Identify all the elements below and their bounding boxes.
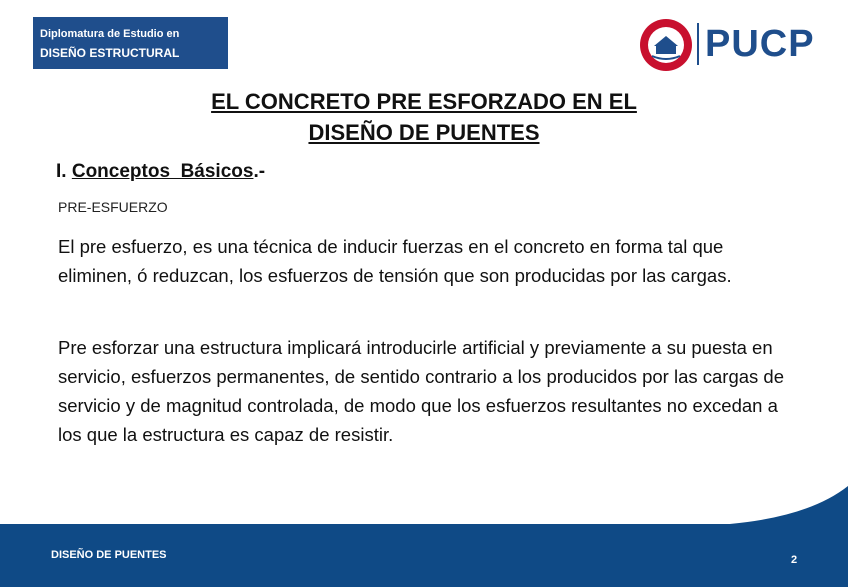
footer-bar — [0, 524, 848, 587]
section-title: Conceptos Básicos — [71, 161, 254, 182]
footer-text: DISEÑO DE PUENTES — [51, 549, 167, 561]
page-number: 2 — [791, 554, 798, 566]
paragraph-explanation: Pre esforzar una estructura implicará introducirle artificial y previamente a su puesta en servicio, esfuerzos permanentes, de sentido contrario a los producidos por las cargas de servicio y de magnitud controlada, de modo que los esfuerzos resultantes no excedan a los que la estructura es capaz de resistir. — [58, 337, 784, 445]
footer-curve-decoration — [0, 478, 848, 526]
title-line1: EL CONCRETO PRE ESFORZADO EN EL — [211, 89, 637, 114]
badge-line1: Diplomatura de Estudio en — [40, 28, 180, 40]
concept-label: PRE-ESFUERZO — [58, 199, 168, 215]
section-suffix: .- — [253, 161, 266, 182]
section-heading — [56, 160, 265, 184]
pucp-seal-icon — [638, 16, 694, 74]
title-line2: DISEÑO DE PUENTES — [308, 120, 540, 145]
logo-wordmark: PUCP — [705, 23, 815, 65]
pucp-logo — [638, 16, 828, 74]
section-number: I. — [56, 161, 67, 182]
badge-line2: DISEÑO ESTRUCTURAL — [40, 46, 180, 60]
paragraph-definition: El pre esfuerzo, es una técnica de inducir fuerzas en el concreto en forma tal que eliminen, ó reduzcan, los esfuerzos de tensión que son producidas por las cargas. — [58, 236, 732, 286]
logo-divider — [697, 23, 699, 65]
slide-title — [0, 86, 848, 148]
program-badge — [33, 17, 228, 69]
